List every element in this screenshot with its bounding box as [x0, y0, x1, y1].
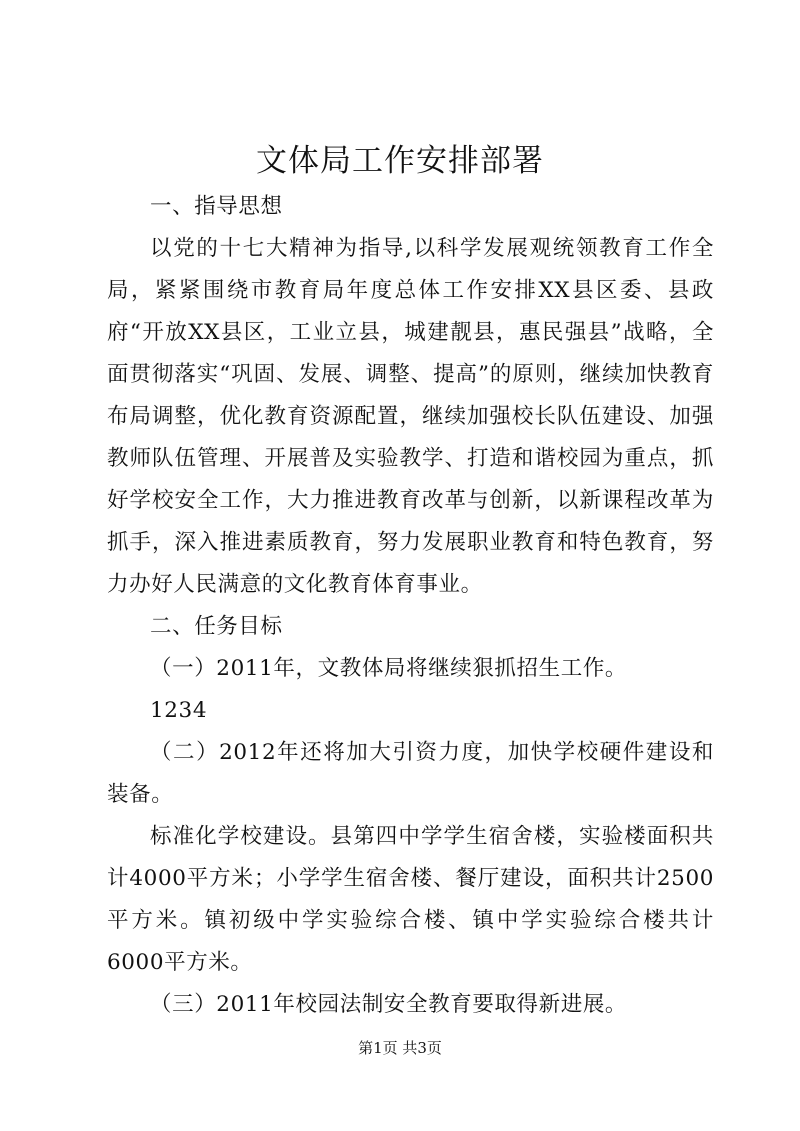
paragraph-goal-1: （一）2011年，文教体局将继续狠抓招生工作。	[150, 656, 628, 681]
paragraph-standard-schools: 标准化学校建设。县第四中学学生宿舍楼，实验楼面积共计4000平方米；小学学生宿舍楼、餐厅建设，面积共计2500平方米。镇初级中学实验综合楼、镇中学实验综合楼共计6000平方米。	[107, 824, 714, 975]
paragraph-number: 1234	[150, 698, 208, 723]
paragraph-goal-2: （二）2012年还将加大引资力度，加快学校硬件建设和装备。	[107, 740, 714, 807]
paragraph-goal-3: （三）2011年校园法制安全教育要取得新进展。	[150, 992, 628, 1017]
document-body	[107, 186, 714, 1026]
page-footer: 第1页 共3页	[358, 1039, 442, 1057]
section-heading-task-goals: 二、任务目标	[150, 614, 283, 639]
section-heading-guiding-ideology: 一、指导思想	[150, 194, 283, 219]
paragraph-guiding-ideology: 以党的十七大精神为指导,以科学发展观统领教育工作全局，紧紧围绕市教育局年度总体工作安排XX县区委、县政府“开放XX县区，工业立县，城建靓县，惠民强县”战略，全面贯彻落实“巩固、发展、调整、提高”的原则，继续加快教育布局调整，优化教育资源配置，继续加强校长队伍建设、加强教师队伍管理、开展普及实验教学、打造和谐校园为重点，抓好学校安全工作，大力推进教育改革与创新，以新课程改革为抓手，深入推进素质教育，努力发展职业教育和特色教育，努力办好人民满意的文化教育体育事业。	[107, 236, 714, 597]
document-title: 文体局工作安排部署	[256, 143, 544, 179]
